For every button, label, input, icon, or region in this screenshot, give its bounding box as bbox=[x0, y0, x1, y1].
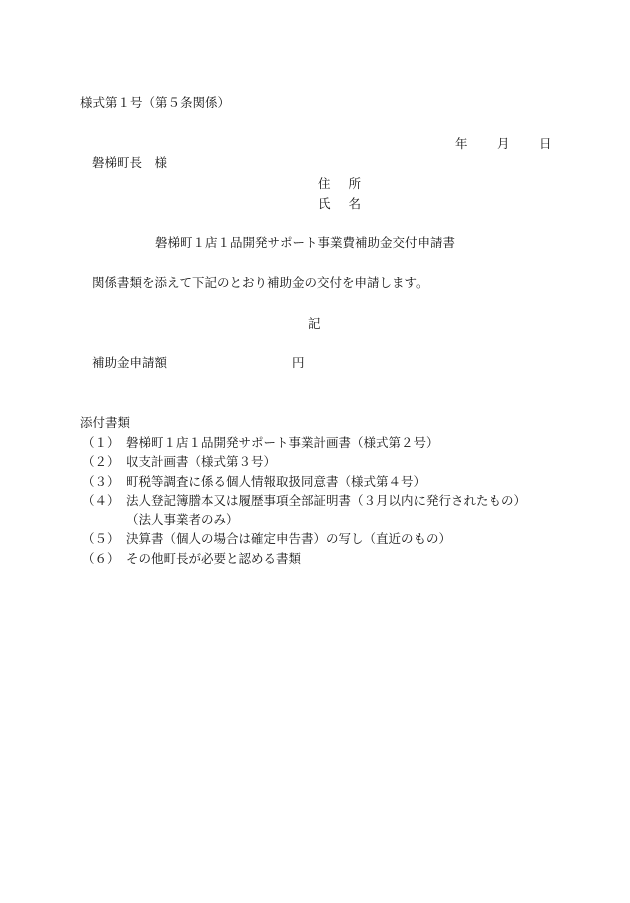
date-month-label: 月 bbox=[497, 136, 510, 151]
attachment-text: その他町長が必要と認める書類 bbox=[126, 550, 302, 566]
form-number: 様式第１号（第５条関係） bbox=[80, 95, 231, 110]
attachment-number: （２） bbox=[82, 454, 120, 470]
attachment-text: 収支計画書（様式第３号） bbox=[126, 454, 277, 470]
name-label: 氏名 bbox=[318, 196, 380, 211]
amount-label: 補助金申請額 bbox=[92, 355, 168, 370]
ki-heading: 記 bbox=[308, 316, 321, 331]
attachment-number: （１） bbox=[82, 435, 120, 450]
attachment-subnote-text: （法人事業者のみ） bbox=[126, 512, 239, 528]
attachment-number: （３） bbox=[82, 473, 120, 489]
attachments-heading: 添付書類 bbox=[80, 415, 131, 430]
attachment-number: （５） bbox=[82, 531, 120, 547]
attachment-text: 決算書（個人の場合は確定申告書）の写し（直近のもの） bbox=[126, 531, 452, 547]
date-day-label: 日 bbox=[539, 136, 552, 151]
attachment-number: （６） bbox=[82, 550, 120, 566]
recipient: 磐梯町長 様 bbox=[92, 155, 168, 170]
attachment-number: （４） bbox=[82, 492, 120, 508]
amount-unit: 円 bbox=[292, 355, 305, 370]
body-text: 関係書類を添えて下記のとおり補助金の交付を申請します。 bbox=[92, 275, 429, 290]
date-year-label: 年 bbox=[455, 136, 468, 151]
document-title: 磐梯町１店１品開発サポート事業費補助金交付申請書 bbox=[155, 235, 456, 250]
attachment-text: 磐梯町１店１品開発サポート事業計画書（様式第２号） bbox=[126, 435, 439, 450]
attachment-text: 町税等調査に係る個人情報取扱同意書（様式第４号） bbox=[126, 473, 427, 489]
address-label: 住所 bbox=[318, 176, 380, 191]
attachment-text: 法人登記簿謄本又は履歴事項全部証明書（３月以内に発行されたもの） bbox=[126, 492, 527, 508]
